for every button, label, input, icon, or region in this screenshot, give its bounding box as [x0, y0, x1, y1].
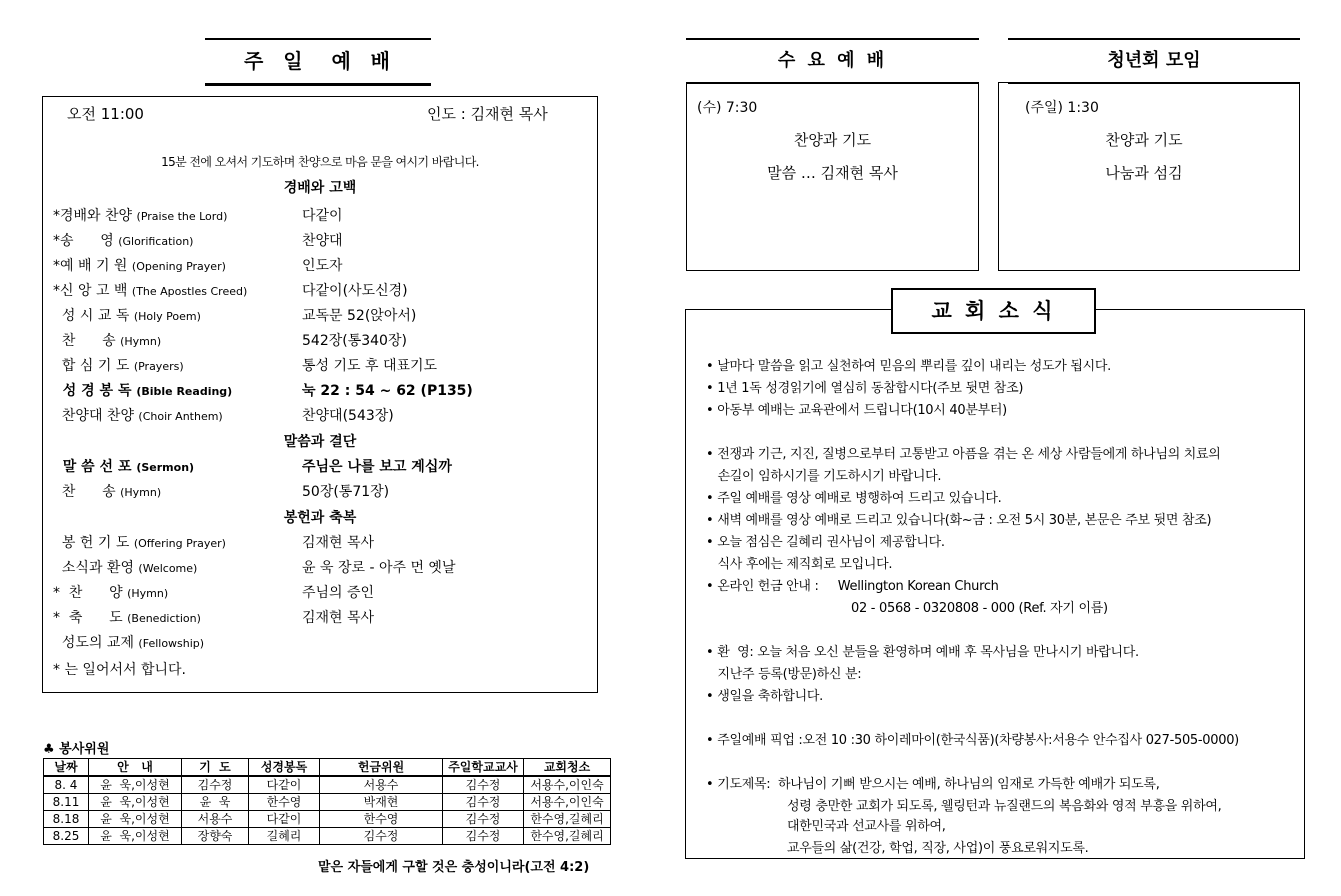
volunteer-cell: 한수영,길혜리 [524, 828, 611, 845]
news-item: 02 - 0568 - 0320808 - 000 (Ref. 자기 이름) [851, 601, 1108, 616]
news-item: • 새벽 예배를 영상 예배로 드리고 있습니다(화~금 : 오전 5시 30분, 본문은 주보 뒷면 참조) [706, 513, 1212, 528]
volunteer-cell: 8.18 [44, 811, 89, 828]
news-item: • 1년 1독 성경읽기에 열심히 동참합시다(주보 뒷면 참조) [706, 381, 1024, 396]
order-label-wrap [53, 456, 194, 476]
order-english: (Hymn) [120, 486, 162, 499]
order-label-wrap [53, 255, 226, 275]
volunteer-cell: 한수영 [320, 811, 443, 828]
order-row [53, 456, 593, 480]
table-row [44, 794, 611, 811]
news-item: 손길이 임하시기를 기도하시기 바랍니다. [706, 469, 942, 484]
section-word: 말씀과 결단 [283, 434, 357, 450]
volunteer-cell: 김수정 [443, 828, 524, 845]
order-label: *예 배 기 원 [53, 258, 132, 274]
order-value: 찬양대(543장) [302, 408, 394, 424]
standing-footnote: * 는 일어서서 합니다. [53, 662, 186, 678]
order-value: 눅 22 : 54 ~ 62 (P135) [302, 383, 473, 399]
order-label: *신 앙 고 백 [53, 283, 132, 299]
order-english: (Fellowship) [138, 637, 205, 650]
order-label-wrap [53, 632, 204, 652]
table-row [44, 811, 611, 828]
order-row [53, 230, 593, 254]
order-label: 합 심 기 도 [53, 358, 134, 374]
order-value: 주님은 나를 보고 계십까 [302, 459, 452, 475]
order-english: (Choir Anthem) [138, 410, 223, 423]
order-row [53, 380, 593, 404]
volunteer-header-cell: 날짜 [44, 759, 89, 777]
volunteer-cell: 윤 욱,이성현 [89, 828, 182, 845]
order-value: 교독문 52(앉아서) [302, 308, 417, 324]
order-english: (Opening Prayer) [131, 260, 226, 273]
order-label: 찬양대 찬양 [53, 408, 139, 424]
order-english: (Prayers) [133, 360, 184, 373]
table-row [44, 828, 611, 845]
order-english: (The Apostles Creed) [131, 285, 248, 298]
news-item: • 전쟁과 기근, 지진, 질병으로부터 고통받고 아픔을 겪는 온 세상 사람들에게 하나님의 치료의 [706, 447, 1221, 462]
order-label: 봉 헌 기 도 [53, 535, 134, 551]
order-value: 통성 기도 후 대표기도 [302, 358, 438, 374]
youth-box [998, 82, 1300, 271]
service-time: 오전 11:00 [67, 105, 144, 123]
volunteer-header-cell: 헌금위원 [320, 759, 443, 777]
sunday-worship-header: 주 일 예 배 [205, 38, 431, 86]
wednesday-worship-header: 수 요 예 배 [686, 38, 979, 84]
volunteer-cell: 장향숙 [182, 828, 249, 845]
order-label-wrap [53, 582, 168, 602]
volunteer-header-cell: 성경봉독 [249, 759, 320, 777]
order-label: 성 경 봉 독 [53, 383, 137, 399]
order-value: 다같이(사도신경) [302, 283, 408, 299]
order-english: (Bible Reading) [136, 385, 233, 398]
volunteer-cell: 8. 4 [44, 776, 89, 794]
wednesday-line1: 찬양과 기도 [793, 131, 872, 149]
order-label: * 찬 양 [53, 585, 128, 601]
order-row [53, 582, 593, 606]
volunteer-cell: 윤 욱,이성현 [89, 811, 182, 828]
volunteer-cell: 8.25 [44, 828, 89, 845]
news-item: 지난주 등록(방문)하신 분: [706, 667, 862, 682]
news-item: 성령 충만한 교회가 되도록, 웰링턴과 뉴질랜드의 복음화와 영적 부흥을 위하여, [787, 799, 1222, 814]
volunteer-cell: 서용수,이인숙 [524, 794, 611, 811]
order-row [53, 557, 593, 581]
order-label-wrap [53, 607, 201, 627]
order-english: (Hymn) [127, 587, 169, 600]
volunteer-cell: 서용수,이인숙 [524, 776, 611, 794]
wednesday-box [686, 82, 979, 271]
volunteer-header-cell: 기 도 [182, 759, 249, 777]
order-label: 찬 송 [53, 484, 121, 500]
youth-line1: 찬양과 기도 [1105, 131, 1183, 149]
closing-verse: 맡은 자들에게 구할 것은 충성이니라(고전 4:2) [318, 860, 590, 875]
news-item: • 환 영: 오늘 처음 오신 분들을 환영하며 예배 후 목사님을 만나시기 바랍니다. [706, 645, 1139, 660]
order-row [53, 255, 593, 279]
order-english: (Hymn) [120, 335, 162, 348]
volunteer-cell: 다같이 [249, 811, 320, 828]
news-item: • 주일예배 픽업 :오전 10 :30 하이레마이(한국식품)(차량봉사:서용수 안수집사 027-505-0000) [706, 733, 1239, 748]
order-row [53, 355, 593, 379]
order-label: * 축 도 [53, 610, 128, 626]
order-label: 성도의 교제 [53, 635, 139, 651]
news-item: • 생일을 축하합니다. [706, 689, 823, 704]
volunteer-cell: 박재현 [320, 794, 443, 811]
news-item: 식사 후에는 제직회로 모입니다. [706, 557, 893, 572]
section-offering: 봉헌과 축복 [283, 510, 357, 526]
news-item: 교우들의 삶(건강, 학업, 직장, 사업)이 풍요로워지도록. [787, 841, 1089, 856]
volunteer-header-cell: 안 내 [89, 759, 182, 777]
volunteer-cell: 김수정 [443, 794, 524, 811]
order-row [53, 205, 593, 229]
volunteer-table [43, 758, 611, 845]
order-label: 찬 송 [53, 333, 121, 349]
news-item: • 날마다 말씀을 읽고 실천하여 믿음의 뿌리를 깊이 내리는 성도가 됩시다. [706, 359, 1112, 374]
order-value: 찬양대 [302, 233, 343, 249]
volunteers-title: ♣ 봉사위원 [43, 742, 110, 757]
order-label: 말 씀 선 포 [53, 459, 137, 475]
order-english: (Praise the Lord) [136, 210, 228, 223]
section-worship: 경배와 고백 [283, 180, 357, 196]
volunteer-header-cell: 주일학교교사 [443, 759, 524, 777]
volunteer-cell: 김수정 [320, 828, 443, 845]
order-value: 김재현 목사 [302, 610, 375, 626]
order-label-wrap [53, 557, 197, 577]
volunteer-cell: 8.11 [44, 794, 89, 811]
order-english: (Offering Prayer) [133, 537, 226, 550]
volunteer-cell: 한수영,길혜리 [524, 811, 611, 828]
news-item: • 아동부 예배는 교육관에서 드립니다(10시 40분부터) [706, 403, 1007, 418]
youth-time: (주일) 1:30 [1025, 100, 1099, 116]
volunteer-cell: 윤 욱,이성현 [89, 776, 182, 794]
order-value: 주님의 증인 [302, 585, 375, 601]
order-row [53, 632, 593, 656]
order-label-wrap [53, 205, 227, 225]
order-label: *송 영 [53, 233, 119, 249]
order-label-wrap [53, 380, 232, 400]
order-label: *경배와 찬양 [53, 208, 137, 224]
wednesday-time: (수) 7:30 [697, 100, 758, 116]
news-item: 대한민국과 선교사를 위하여, [787, 819, 946, 834]
volunteer-cell: 김수정 [443, 811, 524, 828]
order-value: 다같이 [302, 208, 343, 224]
volunteer-cell: 다같이 [249, 776, 320, 794]
order-label-wrap [53, 481, 161, 501]
sunday-worship-box [42, 96, 598, 693]
order-row [53, 330, 593, 354]
volunteer-cell: 서용수 [182, 811, 249, 828]
order-value: 542장(통340장) [302, 333, 407, 349]
order-label-wrap [53, 305, 201, 325]
order-english: (Glorification) [118, 235, 194, 248]
volunteer-header-cell: 교회청소 [524, 759, 611, 777]
order-value: 김재현 목사 [302, 535, 375, 551]
order-english: (Benediction) [127, 612, 201, 625]
order-label-wrap [53, 532, 226, 552]
service-leader: 인도 : 김재현 목사 [427, 105, 548, 123]
volunteer-cell: 길혜리 [249, 828, 320, 845]
order-english: (Welcome) [138, 562, 198, 575]
order-row [53, 280, 593, 304]
order-value: 50장(통71장) [302, 484, 390, 500]
order-label-wrap [53, 330, 161, 350]
order-value: 인도자 [302, 258, 343, 274]
volunteer-cell: 서용수 [320, 776, 443, 794]
order-label: 성 시 교 독 [53, 308, 134, 324]
news-item: • 온라인 헌금 안내 : Wellington Korean Church [706, 579, 999, 594]
volunteer-cell: 김수정 [182, 776, 249, 794]
order-english: (Sermon) [136, 461, 195, 474]
volunteer-cell: 윤 욱 [182, 794, 249, 811]
order-row [53, 481, 593, 505]
news-item: • 기도제목: 하나님이 기뻐 받으시는 예배, 하나님의 임재로 가득한 예배가 되도록, [706, 777, 1160, 792]
order-row [53, 532, 593, 556]
order-label-wrap [53, 280, 247, 300]
church-news-header: 교 회 소 식 [891, 288, 1096, 334]
volunteer-cell: 윤 욱,이성현 [89, 794, 182, 811]
news-item: • 오늘 점심은 길혜리 권사님이 제공합니다. [706, 535, 945, 550]
order-row [53, 405, 593, 429]
order-english: (Holy Poem) [133, 310, 201, 323]
order-label-wrap [53, 405, 223, 425]
order-label-wrap [53, 230, 193, 250]
news-item: • 주일 예배를 영상 예배로 병행하여 드리고 있습니다. [706, 491, 1002, 506]
wednesday-line2: 말씀 … 김재현 목사 [767, 164, 898, 182]
order-row [53, 607, 593, 631]
youth-meeting-header: 청년회 모임 [1008, 38, 1300, 84]
arrival-notice: 15분 전에 오셔서 기도하며 찬양으로 마음 문을 여시기 바랍니다. [161, 155, 479, 169]
volunteer-cell: 김수정 [443, 776, 524, 794]
table-row [44, 776, 611, 794]
order-label: 소식과 환영 [53, 560, 139, 576]
volunteer-cell: 한수영 [249, 794, 320, 811]
order-value: 윤 욱 장로 - 아주 먼 옛날 [302, 560, 456, 576]
order-label-wrap [53, 355, 184, 375]
youth-line2: 나눔과 섬김 [1105, 164, 1183, 182]
order-row [53, 305, 593, 329]
